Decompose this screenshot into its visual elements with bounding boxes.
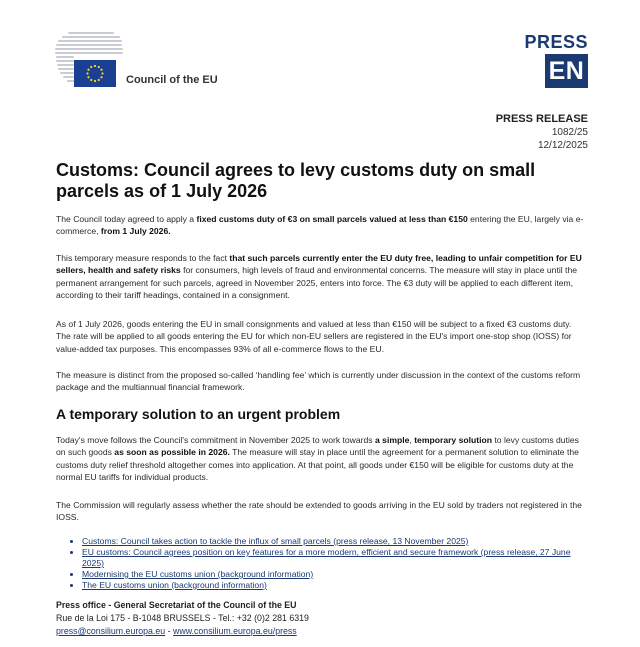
org-name: Council of the EU [126,74,218,86]
contact-separator: - [165,626,173,636]
council-logo [54,30,124,88]
release-info [496,112,588,152]
website-link[interactable]: www.consilium.europa.eu/press [173,626,297,636]
paragraph-4: The measure is distinct from the proposed so-called ‘handling fee’ which is currently under discussion in the context of the customs reform package and the multiannual financial framework. [56,370,581,393]
release-label: PRESS RELEASE [495,113,588,125]
page-title: Customs: Council agrees to levy customs duty on small parcels as of 1 July 2026 [56,160,536,201]
related-link-item [82,569,582,580]
contact-name: Press office - General Secretariat of the Council of the EU [56,600,297,610]
eu-flag-icon [74,60,116,87]
related-link-item [82,580,582,591]
paragraph-3: As of 1 July 2026, goods entering the EU in small consignments and valued at less than €150 will be subject to a fixed €3 customs duty. The rate will be applied to all goods entering the EU for which non-EU sellers are registered in the EU's import one-stop shop (IOSS) for value-added tax purposes. This encompasses 93% of all e-commerce flows to the EU. [56,319,572,354]
release-date: 12/12/2025 [537,140,588,151]
related-link-item [82,547,582,569]
paragraph-2: This temporary measure responds to the fact that such parcels currently enter the EU duty free, leading to unfair competition for EU sellers, health and safety risks for consumers, high levels of fraud and environmental concerns. The measure will stay in place until the permanent arrangement for such parcels, agreed in November 2025, enters into force. The €3 duty will be applied to each different item, according to their tariff headings, contained in a consignment. [56,253,582,301]
paragraph-6: The Commission will regularly assess whether the rate should be extended to goods arriving in the EU sold by traders not registered in the IOSS. [56,500,582,523]
related-link-1[interactable]: Customs: Council takes action to tackle the influx of small parcels (press release, 13 November 2025) [82,536,469,546]
paragraph-5: Today's move follows the Council's commitment in November 2025 to work towards a simple, temporary solution to levy customs duties on such goods as soon as possible in 2026. The measure will stay in place until the agreement for a permanent solution to eliminate the customs duty relief threshold altogether comes into application. At that point, all goods under €150 will be eligible for customs duty at the normal EU tariffs for individual products. [56,435,579,483]
related-link-3[interactable]: Modernising the EU customs union (background information) [82,569,314,579]
language-badge: EN [545,54,588,88]
press-badge [518,32,588,85]
related-links-list [68,536,582,591]
related-link-item [82,536,582,547]
contact-block [56,599,309,638]
contact-links [56,626,297,636]
eu-stars-icon [74,60,116,87]
release-number: 1082/25 [551,127,588,138]
press-word: PRESS [524,32,588,52]
email-link[interactable]: press@consilium.europa.eu [56,626,166,636]
contact-address: Rue de la Loi 175 - B-1048 BRUSSELS - Tel.: +32 (0)2 281 6319 [56,613,309,623]
related-link-2[interactable]: EU customs: Council agrees position on key features for a more modern, efficient and secure framework (press release, 27 June 2025) [82,547,571,568]
section-heading: A temporary solution to an urgent problem [56,406,341,422]
paragraph-1: The Council today agreed to apply a fixed customs duty of €3 on small parcels valued at less than €150 entering the EU, largely via e-commerce, from 1 July 2026. [56,214,584,237]
related-link-4[interactable]: The EU customs union (background information) [82,580,267,590]
